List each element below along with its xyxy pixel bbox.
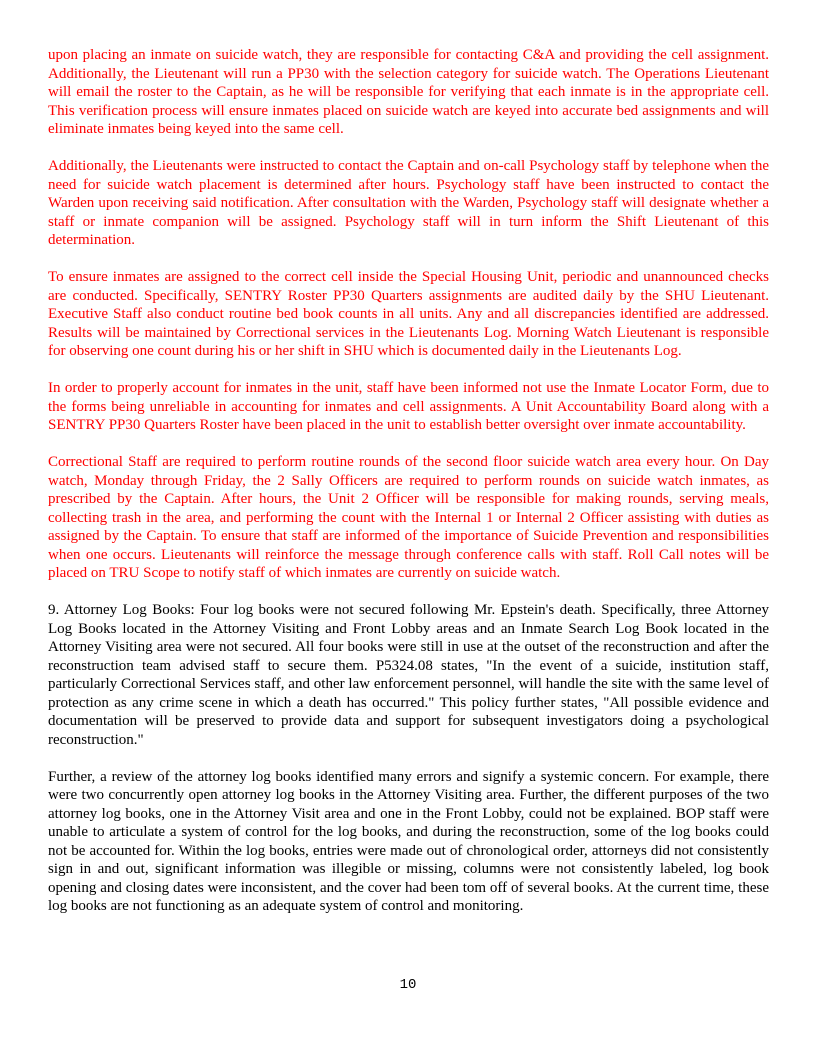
paragraph-suicide-watch-rounds: Correctional Staff are required to perform routine rounds of the second floor suicide watch area every hour. On Day watch, Monday through Friday, the 2 Sally Officers are required to perform rounds on suicide watch inmates, as prescribed by the Captain. After hours, the Unit 2 Officer will be responsible for making rounds, serving meals, collecting trash in the area, and performing the count with the Internal 1 or Internal 2 Officer assisting with duties as assigned by the Captain. To ensure that staff are informed of the importance of Suicide Prevention and responsibilities when one occurs. Lieutenants will reinforce the message through conference calls with staff. Roll Call notes will be placed on TRU Scope to notify staff of which inmates are currently on suicide watch. [48, 454, 769, 581]
document-body [48, 46, 769, 934]
page-number: 10 [399, 977, 417, 993]
paragraph-attorney-log-books: 9. Attorney Log Books: Four log books were not secured following Mr. Epstein's death. Specifically, three Attorney Log Books located in the Attorney Visiting and Front Lobby areas and an Inmate Search Log Book located in the Attorney Visiting area were not secured. All four books were still in use at the outset of the reconstruction and after the reconstruction team advised staff to secure them. P5324.08 states, "In the event of a suicide, institution staff, particularly Correctional Services staff, and other law enforcement personnel, will handle the site with the same level of protection as any crime scene in which a death has occurred." This policy further states, "All possible evidence and documentation will be preserved to provide data and support for subsequent investigators doing a psychological reconstruction." [48, 602, 769, 748]
paragraph-suicide-watch-cell-assignment: upon placing an inmate on suicide watch, they are responsible for contacting C&A and providing the cell assignment. Additionally, the Lieutenant will run a PP30 with the selection category for suicide watch. The Operations Lieutenant will email the roster to the Captain, as he will be responsible for verifying that each inmate is in the appropriate cell. This verification process will ensure inmates placed on suicide watch are keyed into accurate bed assignments and will eliminate inmates being keyed into the same cell. [48, 47, 769, 137]
paragraph-after-hours-notification: Additionally, the Lieutenants were instructed to contact the Captain and on-call Psychology staff by telephone when the need for suicide watch placement is determined after hours. Psychology staff have been instructed to contact the Warden upon receiving said notification. After consultation with the Warden, Psychology staff will designate whether a staff or inmate companion will be assigned. Psychology staff will in turn inform the Shift Lieutenant of this determination. [48, 158, 769, 248]
paragraph-unit-accountability: In order to properly account for inmates in the unit, staff have been informed not use the Inmate Locator Form, due to the forms being unreliable in accounting for inmates and cell assignments. A Unit Accountability Board along with a SENTRY PP30 Quarters Roster have been placed in the unit to establish better oversight over inmate accountability. [48, 380, 769, 433]
paragraph-log-book-review: Further, a review of the attorney log books identified many errors and signify a systemic concern. For example, there were two concurrently open attorney log books in the Attorney Visiting area. Further, the different purposes of the two attorney log books, one in the Attorney Visit area and one in the Front Lobby, could not be explained. BOP staff were unable to articulate a system of control for the log books, and during the reconstruction, some of the log books could not be accounted for. Within the log books, entries were made out of chronological order, attorneys did not consistently sign in and out, significant information was illegible or missing, columns were not consistently labeled, log book opening and closing dates were inconsistent, and the cover had been tom off of several books. At the current time, these log books are not functioning as an adequate system of control and monitoring. [48, 768, 769, 914]
paragraph-shu-cell-checks: To ensure inmates are assigned to the correct cell inside the Special Housing Unit, periodic and unannounced checks are conducted. Specifically, SENTRY Roster PP30 Quarters assignments are audited daily by the SHU Lieutenant. Executive Staff also conduct routine bed book counts in all units. Any and all discrepancies identified are addressed. Results will be maintained by Correctional services in the Lieutenants Log. Morning Watch Lieutenant is responsible for observing one count during his or her shift in SHU which is documented daily in the Lieutenants Log. [48, 269, 769, 359]
